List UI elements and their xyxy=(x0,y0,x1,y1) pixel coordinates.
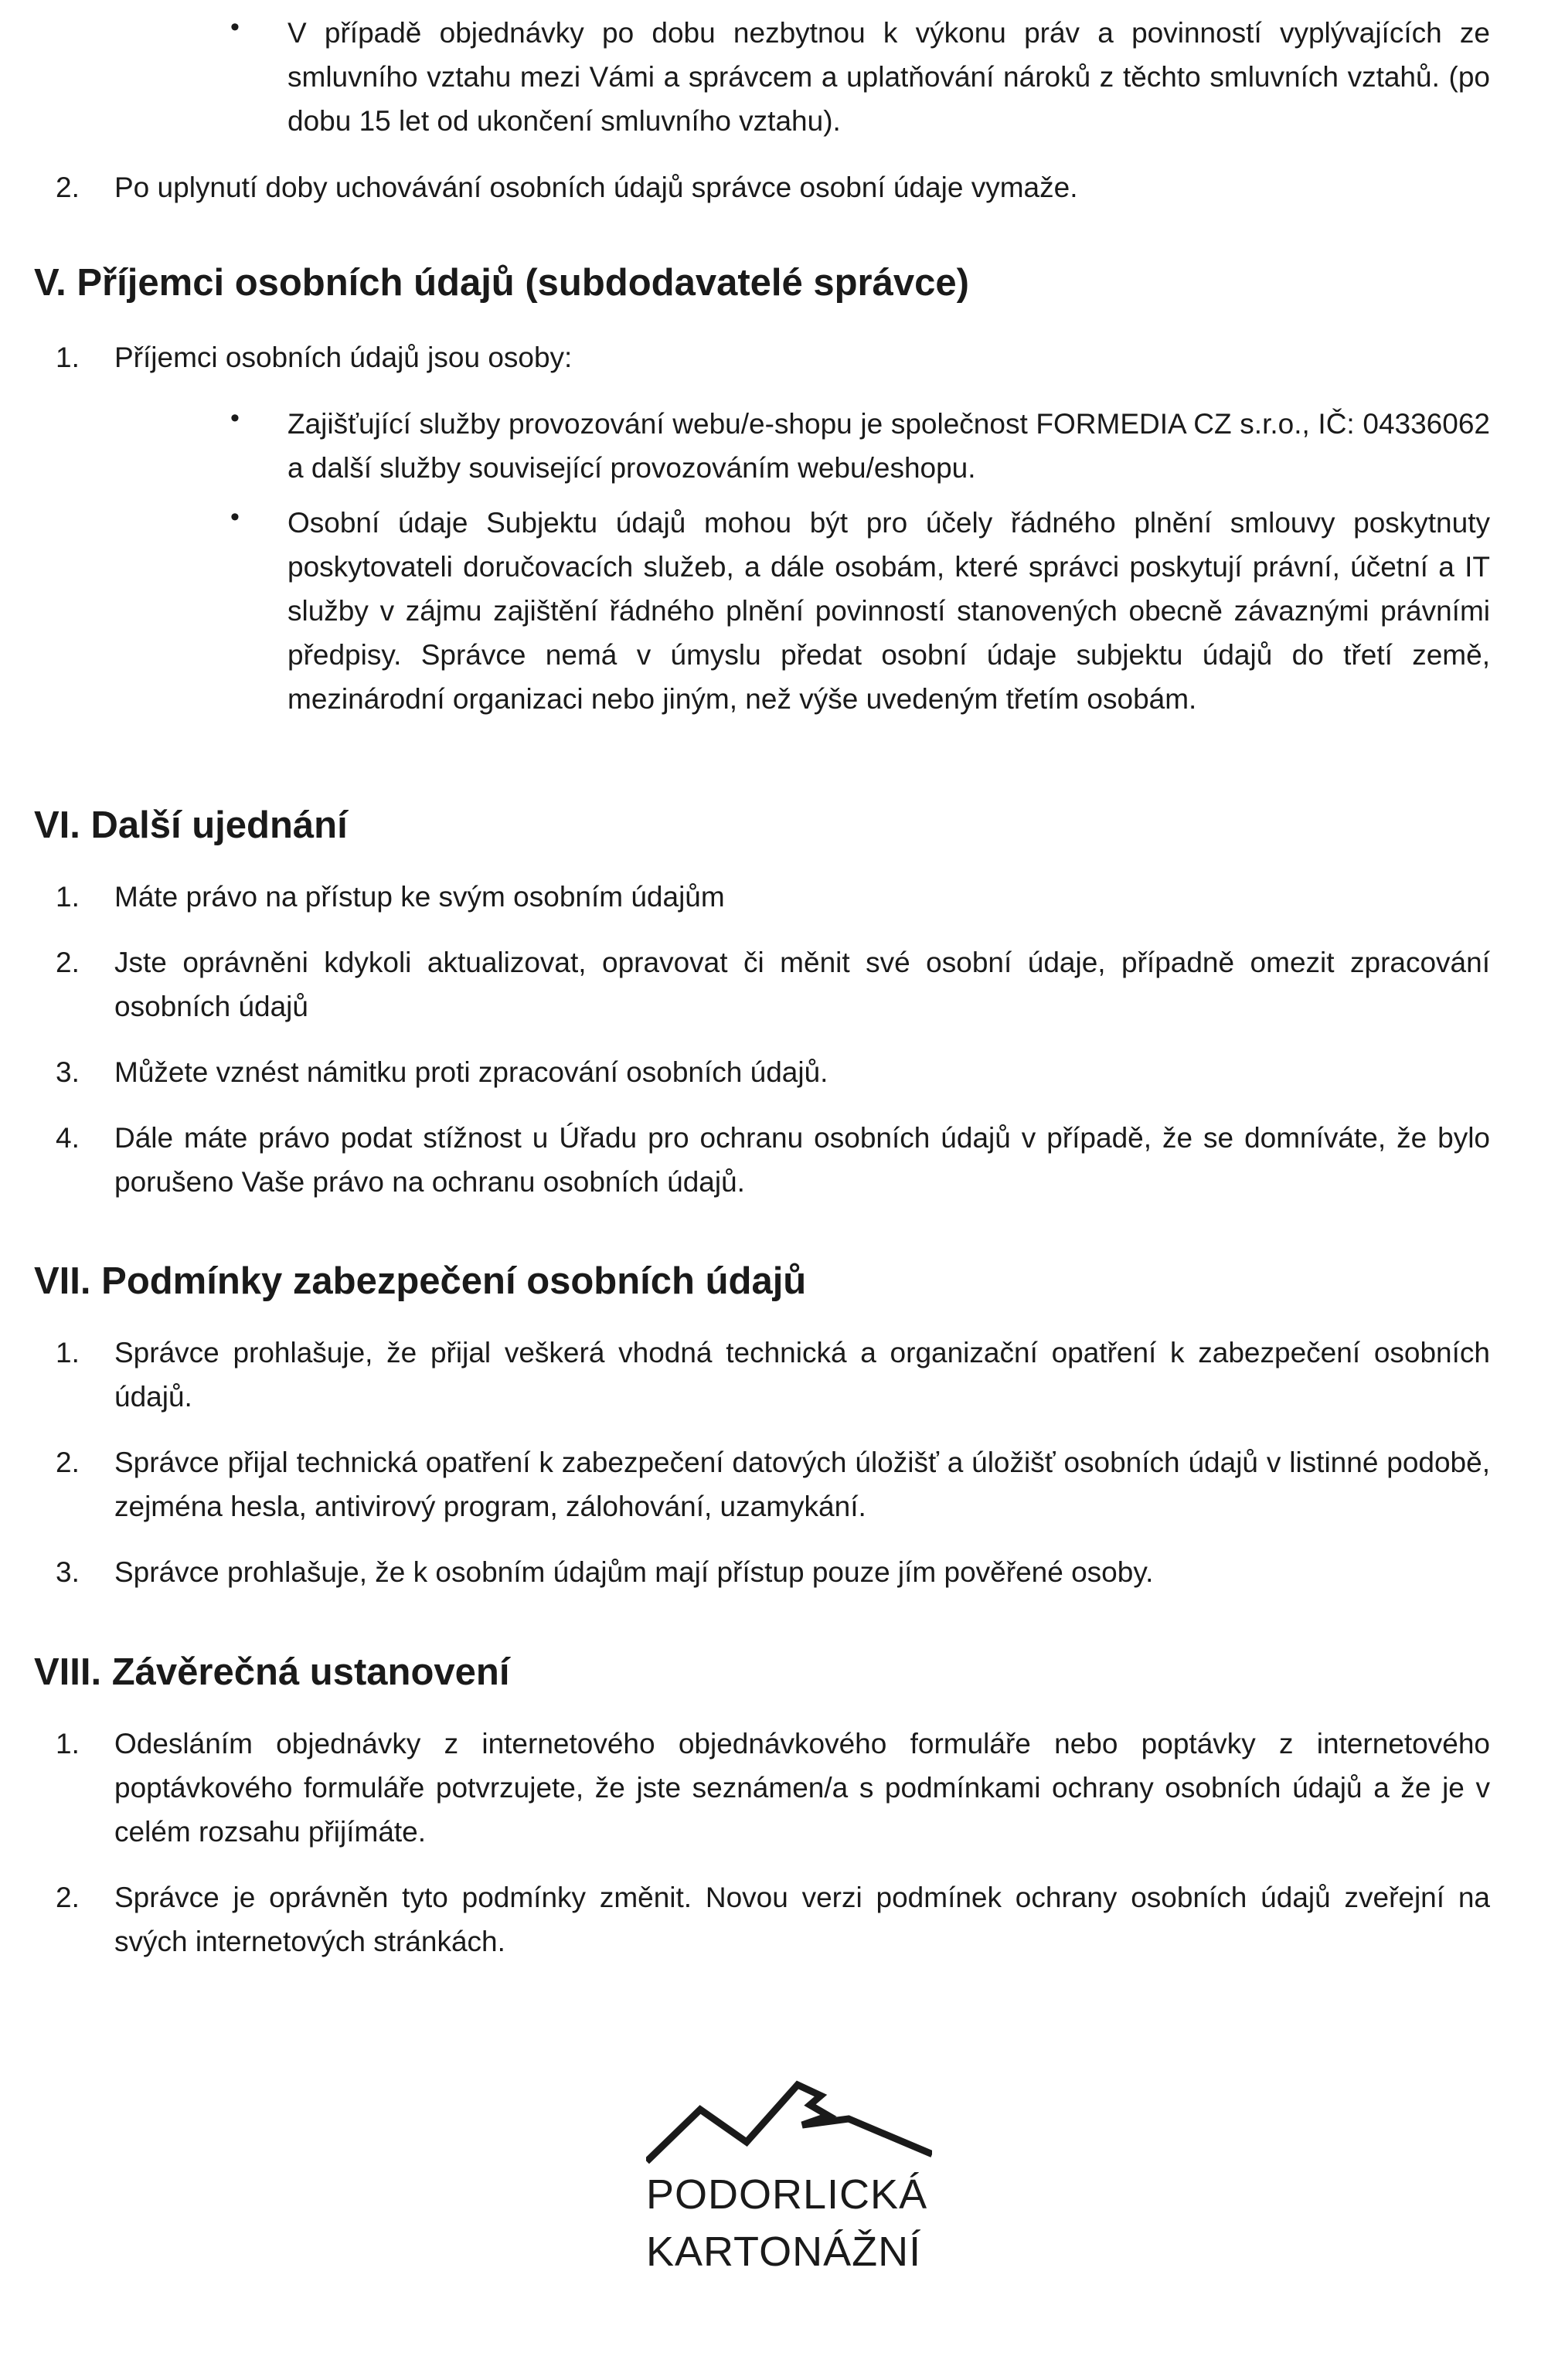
list-item: 3. Můžete vznést námitku proti zpracování osobních údajů. xyxy=(56,1056,828,1088)
list-item: 1. Správce prohlašuje, že přijal veškerá vhodná technická a organizační opatření k zabezpečení osobních údajů. xyxy=(56,1337,1490,1413)
list-item: 2. Správce je oprávněn tyto podmínky změnit. Novou verzi podmínek ochrany osobních údajů zveřejní na svých internetových stránkách. xyxy=(56,1882,1490,1957)
heading-section-v: V. Příjemci osobních údajů (subdodavatelé správce) xyxy=(34,262,969,304)
list-item: 2. Správce přijal technická opatření k zabezpečení datových úložišť a úložišť osobních údajů v listinné podobě, zejména hesla, antivirový program, zálohování, uzamykání. xyxy=(56,1447,1490,1522)
numbered-list-section-vi xyxy=(34,875,1490,1204)
list-item: 2. Po uplynutí doby uchovávání osobních údajů správce osobní údaje vymaže. xyxy=(56,172,1078,203)
bullet-dot-icon: • xyxy=(230,502,240,532)
list-item: 4. Dále máte právo podat stížnost u Úřadu pro ochranu osobních údajů v případě, že se domníváte, že bylo porušeno Vaše právo na ochranu osobních údajů. xyxy=(56,1122,1490,1198)
bullet-list-retention xyxy=(230,11,1490,154)
heading-section-vi: VI. Další ujednání xyxy=(34,804,348,846)
bullet-item: • Osobní údaje Subjektu údajů mohou být pro účely řádného plnění smlouvy poskytnuty poskytovateli doručovacích služeb, a dále osobám, které správci poskytují právní, účetní a IT služby v zájmu zajištění řádného plnění povinností stanovených obecně závaznými právními předpisy. Správce nemá v úmyslu předat osobní údaje subjektu údajů do třetí země, mezinárodní organizaci nebo jiným, než výše uvedeným třetím osobám. xyxy=(230,502,1490,715)
list-item: 1. Příjemci osobních údajů jsou osoby: xyxy=(56,342,573,373)
bullet-list-recipients xyxy=(230,402,1490,732)
logo-text-line1: PODORLICKÁ xyxy=(646,2171,928,2218)
list-item: 3. Správce prohlašuje, že k osobním údajům mají přístup pouze jím pověřené osoby. xyxy=(56,1556,1154,1588)
list-item: 1. Odesláním objednávky z internetového objednávkového formuláře nebo poptávky z internetového poptávkového formuláře potvrzujete, že jste seznámen/a s podmínkami ochrany osobních údajů a že je v celém rozsahu přijímáte. xyxy=(56,1728,1490,1848)
numbered-list-section-viii xyxy=(34,1722,1490,1964)
bullet-dot-icon: • xyxy=(230,403,240,433)
bullet-item: • V případě objednávky po dobu nezbytnou k výkonu práv a povinností vyplývajících ze smluvního vztahu mezi Vámi a správcem a uplatňování nároků z těchto smluvních vztahů. (po dobu 15 let od ukončení smluvního vztahu). xyxy=(230,12,1490,137)
logo-text-line2: KARTONÁŽNÍ xyxy=(646,2229,922,2275)
mountain-logo-icon xyxy=(646,2079,932,2164)
numbered-list-section-iv xyxy=(34,165,1490,209)
numbered-list-section-v xyxy=(34,335,1490,379)
bullet-item: • Zajišťující služby provozování webu/e-shopu je společnost FORMEDIA CZ s.r.o., IČ: 04336062 a další služby související provozováním webu/eshopu. xyxy=(230,403,1490,484)
bullet-dot-icon: • xyxy=(230,12,240,42)
heading-section-vii: VII. Podmínky zabezpečení osobních údajů xyxy=(34,1260,807,1302)
heading-section-viii: VIII. Závěrečná ustanovení xyxy=(34,1651,510,1693)
company-logo xyxy=(641,2079,951,2303)
numbered-list-section-vii xyxy=(34,1331,1490,1594)
list-item: 1. Máte právo na přístup ke svým osobním údajům xyxy=(56,881,725,913)
list-item: 2. Jste oprávněni kdykoli aktualizovat, opravovat či měnit své osobní údaje, případně omezit zpracování osobních údajů xyxy=(56,947,1490,1022)
